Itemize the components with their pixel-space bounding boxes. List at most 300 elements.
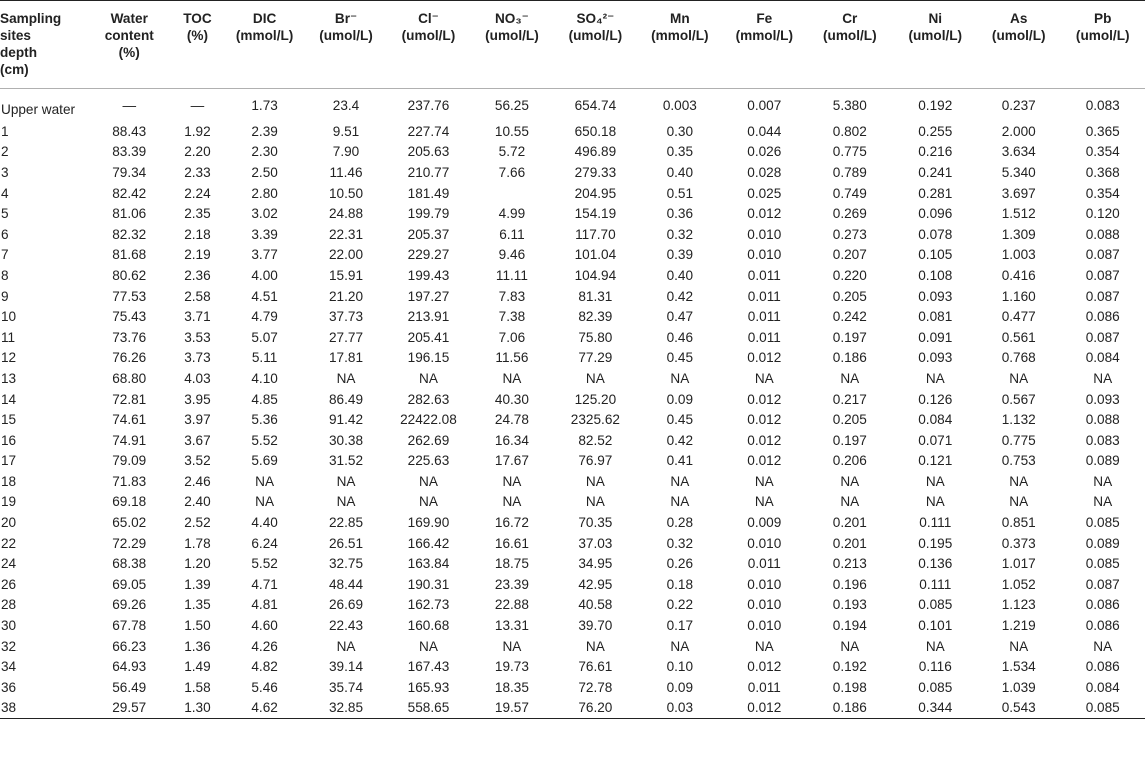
table-cell-pb: 0.085	[1060, 698, 1145, 719]
table-cell-ni: 0.195	[918, 535, 953, 551]
table-cell-no3: 10.55	[494, 123, 529, 139]
table-cell-cl: 166.42	[407, 535, 450, 551]
table-row	[0, 306, 1145, 327]
table-cell-fe: 0.011	[747, 288, 781, 304]
column-header-line: SO₄²⁻	[576, 11, 615, 26]
table-cell-mn: 0.40	[666, 164, 694, 180]
table-cell-cl: 282.63	[407, 391, 450, 407]
table-cell-cr: 0.198	[832, 679, 867, 695]
row-label-cell: 13	[1, 370, 17, 386]
table-header	[0, 1, 1145, 89]
table-cell-mn: 0.42	[666, 288, 694, 304]
column-header-site	[0, 1, 88, 89]
table-cell-no3: 4.99	[498, 206, 526, 222]
table-cell-water: 68.80	[112, 370, 147, 386]
table-cell-br: 48.44	[329, 576, 364, 592]
table-cell-pb: 0.354	[1085, 144, 1120, 160]
table-cell-pb: 0.368	[1085, 164, 1120, 180]
table-cell-as: 0.543	[977, 698, 1060, 719]
table-cell-water: 72.29	[112, 535, 147, 551]
table-cell-toc: 3.97	[184, 412, 211, 428]
table-row	[0, 451, 1145, 472]
table-cell-no3: 24.78	[494, 412, 529, 428]
table-cell-mn: 0.41	[666, 453, 694, 469]
table-cell-as: 1.052	[1001, 576, 1036, 592]
table-cell-pb: NA	[1093, 370, 1113, 386]
table-cell-dic: 5.36	[251, 412, 278, 428]
table-cell-mn: 0.03	[637, 698, 722, 719]
column-header-line: (umol/L)	[319, 28, 373, 43]
table-cell-dic: 4.60	[251, 618, 278, 634]
table-cell-fe: NA	[754, 494, 774, 510]
table-cell-ni: 0.344	[894, 698, 977, 719]
table-cell-cl: 205.41	[407, 329, 450, 345]
table-cell-dic: 5.52	[251, 556, 278, 572]
table-cell-water: 88.43	[112, 123, 147, 139]
column-header-line: As	[1010, 11, 1028, 26]
table-cell-ni: 0.081	[918, 309, 953, 325]
row-label-cell: 19	[1, 494, 17, 510]
table-cell-mn: 0.22	[666, 597, 694, 613]
table-cell-so4: 496.89	[574, 144, 617, 160]
table-cell-mn: 0.40	[666, 267, 694, 283]
table-cell-cr: 0.206	[832, 453, 867, 469]
table-cell-mn: 0.17	[666, 618, 694, 634]
table-cell-ni: 0.085	[918, 597, 953, 613]
table-cell-no3: 17.67	[494, 453, 529, 469]
row-label-cell: 10	[1, 309, 17, 325]
table-cell-cl: NA	[419, 370, 438, 386]
column-header-line: (mmol/L)	[651, 28, 709, 43]
table-cell-br: 10.50	[329, 185, 364, 201]
table-cell-mn: NA	[670, 473, 690, 489]
table-cell-pb: 0.089	[1085, 453, 1120, 469]
table-cell-water: 68.38	[112, 556, 147, 572]
table-cell-water: 83.39	[112, 144, 147, 160]
row-label-cell: 17	[1, 453, 17, 469]
table-cell-toc: 3.73	[184, 350, 211, 366]
table-cell-cr: NA	[840, 370, 860, 386]
table-cell-toc: 3.95	[184, 391, 211, 407]
table-cell-cl: 163.84	[407, 556, 450, 572]
table-cell-dic: 1.73	[251, 98, 278, 113]
table-cell-br: 31.52	[329, 453, 364, 469]
table-cell-cl: 205.37	[407, 226, 450, 242]
table-cell-pb: NA	[1093, 473, 1113, 489]
column-header-fe	[723, 1, 806, 89]
table-cell-water: 74.61	[112, 412, 147, 428]
column-header-line: (%)	[118, 45, 140, 60]
table-cell-pb: 0.084	[1085, 679, 1120, 695]
table-cell-water: 64.93	[112, 659, 147, 675]
table-cell-as: 1.534	[1001, 659, 1036, 675]
table-cell-toc: —	[190, 98, 205, 113]
table-cell-no3: 16.34	[494, 432, 529, 448]
table-cell-cr: NA	[840, 638, 860, 654]
table-row	[0, 348, 1145, 369]
table-cell-toc: 3.52	[184, 453, 211, 469]
table-cell-water: 56.49	[112, 679, 147, 695]
table-row	[0, 595, 1145, 616]
column-header-line: (cm)	[0, 62, 29, 77]
row-label-cell: 12	[1, 350, 17, 366]
table-cell-fe: NA	[754, 370, 774, 386]
column-header-pb	[1060, 1, 1145, 89]
table-cell-as: 1.123	[1001, 597, 1036, 613]
table-cell-water: 73.76	[112, 329, 147, 345]
table-cell-cr: 5.380	[832, 98, 867, 113]
table-cell-no3: 7.38	[498, 309, 526, 325]
table-cell-br: 15.91	[329, 267, 364, 283]
table-row	[0, 471, 1145, 492]
table-cell-water: 81.06	[112, 206, 147, 222]
table-cell-br: 23.4	[332, 98, 360, 113]
table-row	[0, 327, 1145, 348]
table-cell-br: 22.00	[329, 247, 364, 263]
column-header-line: Fe	[756, 11, 773, 26]
table-cell-mn: 0.47	[666, 309, 694, 325]
table-cell-cr: 0.197	[832, 432, 867, 448]
table-row	[0, 121, 1145, 142]
table-row	[0, 430, 1145, 451]
column-header-ni	[894, 1, 977, 89]
table-cell-water: 79.09	[112, 453, 147, 469]
table-cell-no3: 23.39	[494, 576, 529, 592]
table-cell-toc: 1.39	[184, 576, 211, 592]
table-cell-fe: 0.028	[747, 164, 782, 180]
table-cell-pb: 0.087	[1085, 576, 1120, 592]
table-cell-so4: 40.58	[578, 597, 613, 613]
table-cell-cl: NA	[419, 638, 438, 654]
table-cell-no3: 22.88	[494, 597, 529, 613]
table-row	[0, 245, 1145, 266]
table-cell-so4: NA	[585, 638, 605, 654]
table-cell-mn: 0.09	[666, 391, 694, 407]
table-cell-as: 1.132	[1001, 412, 1036, 428]
table-cell-as: 0.477	[1001, 309, 1036, 325]
row-label-cell: 9	[1, 288, 9, 304]
table-cell-dic: 4.82	[251, 659, 278, 675]
table-cell-water: 69.05	[112, 576, 147, 592]
column-header-line: (mmol/L)	[735, 28, 793, 43]
row-label-cell: 3	[1, 164, 9, 180]
table-cell-mn: 0.18	[666, 576, 694, 592]
table-cell-mn: NA	[670, 370, 690, 386]
column-header-line: Br⁻	[334, 11, 358, 26]
table-cell-as: 0.561	[1001, 329, 1036, 345]
table-cell-no3: 56.25	[494, 98, 529, 113]
table-cell-as: 5.340	[1001, 164, 1036, 180]
table-cell-as: 0.237	[1001, 98, 1036, 113]
table-cell-fe: 0.010	[747, 597, 782, 613]
table-cell-mn: 0.46	[666, 329, 694, 345]
table-cell-toc: 2.19	[184, 247, 211, 263]
row-label-cell: 22	[1, 535, 17, 551]
column-header-no3	[470, 1, 553, 89]
table-cell-pb: 0.084	[1085, 350, 1120, 366]
table-cell-mn: NA	[670, 638, 690, 654]
table-cell-ni: 0.111	[919, 515, 952, 531]
table-row	[0, 389, 1145, 410]
table-cell-pb: 0.087	[1085, 288, 1120, 304]
table-cell-br: NA	[336, 494, 356, 510]
table-row	[0, 89, 1145, 122]
column-header-line: Ni	[928, 11, 943, 26]
table-cell-cr: 0.242	[832, 309, 867, 325]
table-cell-no3: 18.35	[494, 679, 529, 695]
table-cell-br: 32.85	[305, 698, 386, 719]
row-label-cell: 38	[0, 698, 88, 719]
table-cell-dic: NA	[255, 473, 275, 489]
table-cell-ni: 0.093	[918, 288, 953, 304]
table-cell-no3: 16.61	[494, 535, 529, 551]
table-cell-pb: 0.087	[1085, 329, 1120, 345]
table-cell-as: 1.160	[1001, 288, 1036, 304]
table-cell-dic: 5.69	[251, 453, 278, 469]
column-header-line: (mmol/L)	[235, 28, 294, 43]
table-cell-water: 82.32	[112, 226, 147, 242]
table-cell-br: 21.20	[329, 288, 364, 304]
table-cell-as: 0.775	[1001, 432, 1036, 448]
row-label-cell: 2	[1, 144, 9, 160]
table-cell-toc: 2.36	[184, 267, 211, 283]
column-header-line: Cl⁻	[418, 11, 439, 26]
table-cell-cl: 227.74	[407, 123, 450, 139]
table-cell-ni: NA	[925, 638, 945, 654]
table-cell-br: 9.51	[332, 123, 360, 139]
table-cell-ni: 0.096	[918, 206, 953, 222]
table-cell-toc: 2.58	[184, 288, 211, 304]
table-row	[0, 162, 1145, 183]
table-cell-pb: 0.088	[1085, 412, 1120, 428]
table-cell-dic: 5.52	[251, 432, 278, 448]
table-row	[0, 656, 1145, 677]
table-cell-ni: 0.105	[918, 247, 953, 263]
table-cell-so4: 37.03	[578, 535, 613, 551]
table-cell-pb: 0.086	[1085, 618, 1120, 634]
table-cell-no3: 9.46	[498, 247, 526, 263]
table-row	[0, 286, 1145, 307]
column-header-line: (umol/L)	[485, 28, 539, 43]
table-cell-cr: 0.186	[806, 698, 894, 719]
table-cell-ni: 0.085	[918, 679, 953, 695]
table-cell-br: 86.49	[329, 391, 364, 407]
table-cell-so4: 34.95	[578, 556, 613, 572]
table-cell-fe: 0.012	[747, 350, 782, 366]
table-cell-cr: 0.205	[832, 288, 867, 304]
table-row	[0, 409, 1145, 430]
table-row	[0, 203, 1145, 224]
table-cell-mn: 0.32	[666, 535, 694, 551]
table-cell-br: 22.31	[329, 226, 364, 242]
table-cell-as: 0.373	[1001, 535, 1036, 551]
table-cell-so4: 76.97	[578, 453, 613, 469]
table-cell-water: 81.68	[112, 247, 147, 263]
table-cell-no3: NA	[502, 473, 522, 489]
table-cell-toc: 2.20	[184, 144, 211, 160]
table-cell-fe: 0.012	[747, 659, 782, 675]
table-cell-ni: 0.111	[919, 576, 952, 592]
table-cell-cr: 0.186	[832, 350, 867, 366]
table-cell-cr: 0.192	[832, 659, 867, 675]
table-cell-so4: 77.29	[578, 350, 613, 366]
table-cell-no3: 5.72	[498, 144, 526, 160]
table-cell-ni: NA	[925, 370, 945, 386]
column-header-line: TOC	[183, 11, 212, 26]
table-cell-as: NA	[1009, 638, 1029, 654]
column-header-line: (umol/L)	[908, 28, 963, 43]
table-cell-cr: 0.775	[832, 144, 867, 160]
row-label-cell: 14	[1, 391, 17, 407]
row-label-cell: 5	[1, 206, 9, 222]
table-cell-pb: 0.088	[1085, 226, 1120, 242]
table-cell-br: NA	[336, 638, 356, 654]
table-cell-fe: 0.010	[747, 535, 782, 551]
table-cell-ni: 0.126	[918, 391, 953, 407]
table-cell-ni: 0.216	[918, 144, 953, 160]
table-cell-ni: 0.281	[918, 185, 953, 201]
column-header-mn	[637, 1, 722, 89]
table-cell-dic: 2.39	[251, 123, 278, 139]
table-cell-pb: 0.354	[1085, 185, 1120, 201]
column-header-line: (umol/L)	[822, 28, 877, 43]
table-cell-cr: 0.201	[832, 535, 867, 551]
table-cell-cr: 0.201	[832, 515, 867, 531]
table-cell-toc: 2.18	[184, 226, 211, 242]
table-cell-cl: 162.73	[407, 597, 450, 613]
table-cell-fe: 0.011	[747, 679, 781, 695]
column-header-toc	[171, 1, 224, 89]
table-cell-toc: 1.20	[184, 556, 211, 572]
table-cell-fe: 0.012	[747, 391, 782, 407]
table-cell-fe: 0.012	[747, 432, 782, 448]
table-cell-dic: 5.07	[251, 329, 278, 345]
table-cell-as: 2.000	[1001, 123, 1036, 139]
table-cell-no3: 19.57	[470, 698, 553, 719]
table-row	[0, 265, 1145, 286]
table-cell-so4: 279.33	[574, 164, 617, 180]
table-cell-fe: 0.012	[747, 412, 782, 428]
table-cell-water: 69.26	[112, 597, 147, 613]
row-label-cell: 20	[1, 515, 17, 531]
table-cell-water: 69.18	[112, 494, 147, 510]
table-cell-cl: 262.69	[407, 432, 450, 448]
table-cell-cl: 199.43	[407, 267, 450, 283]
table-cell-cl: 213.91	[407, 309, 450, 325]
table-cell-fe: 0.010	[747, 576, 782, 592]
table-cell-br: 17.81	[329, 350, 364, 366]
table-cell-br: 22.43	[329, 618, 364, 634]
header-row	[0, 1, 1145, 89]
row-label-cell: 26	[1, 576, 17, 592]
table-cell-br: 24.88	[329, 206, 364, 222]
table-cell-no3: 13.31	[494, 618, 529, 634]
table-cell-as: 0.753	[1001, 453, 1036, 469]
table-cell-dic: 4.62	[224, 698, 305, 719]
table-cell-pb: 0.093	[1085, 391, 1120, 407]
table-cell-cl: 229.27	[407, 247, 450, 263]
table-cell-ni: 0.078	[918, 226, 953, 242]
table-cell-br: NA	[336, 370, 356, 386]
column-header-line: NO₃⁻	[494, 11, 529, 26]
table-cell-dic: NA	[255, 494, 275, 510]
row-label-cell: Upper water	[1, 102, 76, 117]
table-cell-cl: NA	[419, 473, 438, 489]
table-cell-pb: NA	[1093, 494, 1113, 510]
column-header-line: (umol/L)	[1075, 28, 1130, 43]
table-cell-fe: 0.009	[747, 515, 782, 531]
table-cell-br: 39.14	[329, 659, 364, 675]
table-row	[0, 677, 1145, 698]
table-cell-mn: 0.30	[666, 123, 694, 139]
table-cell-no3: 19.73	[494, 659, 529, 675]
table-cell-dic: 4.51	[251, 288, 278, 304]
column-header-line: sites	[0, 28, 31, 43]
table-cell-cl: 181.49	[407, 185, 450, 201]
table-cell-br: 35.74	[329, 679, 364, 695]
table-cell-fe: 0.012	[747, 453, 782, 469]
column-header-line: Pb	[1094, 11, 1112, 26]
table-cell-dic: 3.77	[251, 247, 278, 263]
table-cell-dic: 3.02	[251, 206, 278, 222]
table-cell-ni: 0.084	[918, 412, 953, 428]
table-cell-mn: 0.36	[666, 206, 694, 222]
table-cell-fe: 0.025	[747, 185, 782, 201]
table-cell-pb: 0.086	[1085, 597, 1120, 613]
table-cell-water: —	[122, 98, 137, 113]
table-cell-water: 77.53	[112, 288, 147, 304]
table-cell-mn: 0.45	[666, 412, 694, 428]
row-label-cell: 6	[1, 226, 9, 242]
table-cell-cl: 22422.08	[400, 412, 457, 428]
table-cell-br: 37.73	[329, 309, 364, 325]
table-cell-so4: 72.78	[578, 679, 613, 695]
table-cell-no3: 7.06	[498, 329, 526, 345]
table-cell-cl: 210.77	[407, 164, 450, 180]
table-cell-no3: 11.56	[495, 350, 529, 366]
table-cell-as: 1.512	[1001, 206, 1036, 222]
table-cell-as: 1.039	[1001, 679, 1036, 695]
table-cell-no3	[470, 183, 553, 204]
table-cell-so4: 101.04	[574, 247, 617, 263]
table-cell-fe: 0.026	[747, 144, 782, 160]
table-cell-dic: 4.79	[251, 309, 278, 325]
table-cell-cr: 0.217	[832, 391, 867, 407]
table-cell-as: NA	[1009, 370, 1029, 386]
table-cell-so4: 81.31	[578, 288, 613, 304]
table-cell-pb: 0.085	[1085, 515, 1120, 531]
table-cell-cr: 0.194	[832, 618, 867, 634]
table-cell-no3: 40.30	[494, 391, 529, 407]
table-cell-so4: 82.52	[578, 432, 613, 448]
table-cell-no3: 11.11	[495, 267, 528, 283]
table-cell-dic: 4.26	[251, 638, 278, 654]
table-cell-ni: NA	[925, 494, 945, 510]
table-cell-cr: 0.749	[832, 185, 867, 201]
table-cell-br: 26.69	[329, 597, 364, 613]
table-cell-as: 1.219	[1001, 618, 1036, 634]
table-row	[0, 615, 1145, 636]
table-cell-pb: 0.089	[1085, 535, 1120, 551]
table-cell-toc: 2.24	[184, 185, 211, 201]
table-cell-dic: 4.10	[251, 370, 278, 386]
table-cell-fe: 0.010	[747, 226, 782, 242]
table-row	[0, 553, 1145, 574]
table-cell-pb: 0.365	[1085, 123, 1120, 139]
table-cell-pb: 0.083	[1085, 98, 1120, 113]
table-cell-cr: 0.193	[832, 597, 867, 613]
row-label-cell: 1	[1, 123, 9, 139]
